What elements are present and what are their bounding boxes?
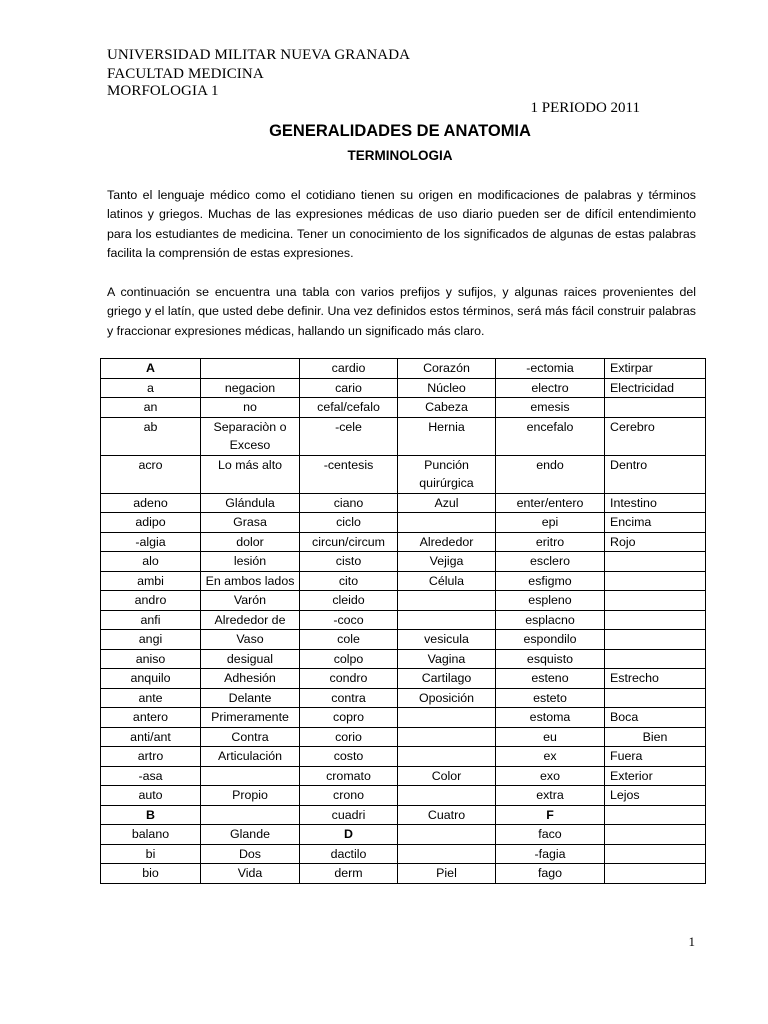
faculty-name: FACULTAD MEDICINA: [107, 66, 264, 82]
table-cell: Vagina: [398, 649, 496, 669]
table-cell: enter/entero: [496, 493, 605, 513]
table-cell: cromato: [300, 766, 398, 786]
table-cell: ante: [101, 688, 201, 708]
table-cell: Boca: [605, 708, 706, 728]
table-cell: Propio: [201, 786, 300, 806]
table-cell: Separaciòn o Exceso: [201, 417, 300, 455]
table-row: [101, 493, 706, 513]
table-cell: Dentro: [605, 455, 706, 493]
table-row: [101, 669, 706, 689]
table-cell: Corazón: [398, 359, 496, 379]
table-cell: cisto: [300, 552, 398, 572]
table-cell: Cartilago: [398, 669, 496, 689]
table-row: [101, 455, 706, 493]
table-cell: artro: [101, 747, 201, 767]
table-cell: Vida: [201, 864, 300, 884]
table-cell: emesis: [496, 398, 605, 418]
table-cell: Vejiga: [398, 552, 496, 572]
table-cell: Glándula: [201, 493, 300, 513]
table-cell: lesión: [201, 552, 300, 572]
table-row: [101, 747, 706, 767]
table-cell: ciclo: [300, 513, 398, 533]
table-cell: [398, 591, 496, 611]
table-cell: [398, 708, 496, 728]
table-cell: endo: [496, 455, 605, 493]
table-cell: -coco: [300, 610, 398, 630]
table-cell: esfigmo: [496, 571, 605, 591]
table-cell: En ambos lados: [201, 571, 300, 591]
table-cell: [201, 359, 300, 379]
table-row: [101, 708, 706, 728]
document-title: GENERALIDADES DE ANATOMIA: [269, 122, 531, 140]
table-cell: circun/circum: [300, 532, 398, 552]
table-cell: ex: [496, 747, 605, 767]
table-row: [101, 786, 706, 806]
table-cell: A: [101, 359, 201, 379]
table-cell: D: [300, 825, 398, 845]
table-cell: [605, 552, 706, 572]
table-cell: Lo más alto: [201, 455, 300, 493]
university-name: UNIVERSIDAD MILITAR NUEVA GRANADA: [107, 47, 411, 63]
table-cell: Oposición: [398, 688, 496, 708]
table-cell: desigual: [201, 649, 300, 669]
table-cell: cole: [300, 630, 398, 650]
table-cell: [605, 805, 706, 825]
table-cell: antero: [101, 708, 201, 728]
table-row: [101, 378, 706, 398]
table-cell: [605, 591, 706, 611]
table-row: [101, 688, 706, 708]
table-cell: Encima: [605, 513, 706, 533]
table-cell: -fagia: [496, 844, 605, 864]
table-cell: aniso: [101, 649, 201, 669]
table-cell: Exterior: [605, 766, 706, 786]
table-cell: epi: [496, 513, 605, 533]
table-cell: Color: [398, 766, 496, 786]
table-cell: Extirpar: [605, 359, 706, 379]
table-cell: -algia: [101, 532, 201, 552]
table-cell: Glande: [201, 825, 300, 845]
table-cell: a: [101, 378, 201, 398]
table-cell: cuadri: [300, 805, 398, 825]
table-cell: vesicula: [398, 630, 496, 650]
table-cell: esteno: [496, 669, 605, 689]
table-cell: copro: [300, 708, 398, 728]
table-cell: ambi: [101, 571, 201, 591]
table-cell: espondilo: [496, 630, 605, 650]
table-cell: espleno: [496, 591, 605, 611]
table-cell: no: [201, 398, 300, 418]
page-number: 1: [688, 934, 695, 949]
table-cell: cleido: [300, 591, 398, 611]
table-cell: esclero: [496, 552, 605, 572]
table-cell: bio: [101, 864, 201, 884]
table-cell: an: [101, 398, 201, 418]
table-row: [101, 610, 706, 630]
intro-paragraph: Tanto el lenguaje médico como el cotidiano tienen su origen en modificaciones de palabras y términos latinos y griegos. Muchas de las expresiones médicas de uso diario pueden ser de difícil entendimiento para los estudiantes de medicina. Tener un conocimiento de los significados de algunas de estas palabras facilita la comprensión de estas expresiones.: [107, 188, 696, 260]
table-cell: [201, 805, 300, 825]
table-cell: extra: [496, 786, 605, 806]
table-row: [101, 552, 706, 572]
table-cell: -centesis: [300, 455, 398, 493]
table-cell: Vaso: [201, 630, 300, 650]
table-cell: [398, 610, 496, 630]
table-cell: esquisto: [496, 649, 605, 669]
table-cell: eritro: [496, 532, 605, 552]
table-cell: [398, 825, 496, 845]
table-cell: Lejos: [605, 786, 706, 806]
table-cell: [398, 513, 496, 533]
table-row: [101, 630, 706, 650]
table-cell: encefalo: [496, 417, 605, 455]
table-cell: [605, 864, 706, 884]
table-cell: Contra: [201, 727, 300, 747]
table-cell: Adhesión: [201, 669, 300, 689]
document-subtitle: TERMINOLOGIA: [347, 148, 453, 163]
table-cell: Bien: [605, 727, 706, 747]
table-cell: [398, 844, 496, 864]
table-cell: [398, 727, 496, 747]
table-cell: [605, 610, 706, 630]
table-cell: eu: [496, 727, 605, 747]
table-cell: [201, 766, 300, 786]
table-cell: angi: [101, 630, 201, 650]
table-cell: balano: [101, 825, 201, 845]
table-cell: exo: [496, 766, 605, 786]
table-cell: anti/ant: [101, 727, 201, 747]
table-cell: faco: [496, 825, 605, 845]
instructions-paragraph: A continuación se encuentra una tabla con varios prefijos y sufijos, y algunas raices provenientes del griego y el latín, que usted debe definir. Una vez definidos estos términos, será más fácil construir palabras y fraccionar expresiones médicas, hallando un significado más claro.: [107, 285, 696, 338]
table-cell: Punción quirúrgica: [398, 455, 496, 493]
table-cell: [398, 786, 496, 806]
table-cell: andro: [101, 591, 201, 611]
table-cell: dactilo: [300, 844, 398, 864]
table-row: [101, 571, 706, 591]
table-cell: Alrededor: [398, 532, 496, 552]
table-cell: Hernia: [398, 417, 496, 455]
terminology-table: [100, 358, 706, 884]
table-cell: Célula: [398, 571, 496, 591]
table-cell: -cele: [300, 417, 398, 455]
table-cell: adipo: [101, 513, 201, 533]
table-cell: Cuatro: [398, 805, 496, 825]
table-cell: B: [101, 805, 201, 825]
table-cell: corio: [300, 727, 398, 747]
table-cell: Alrededor de: [201, 610, 300, 630]
table-cell: esplacno: [496, 610, 605, 630]
table-row: [101, 805, 706, 825]
table-cell: Azul: [398, 493, 496, 513]
table-cell: -ectomia: [496, 359, 605, 379]
table-cell: fago: [496, 864, 605, 884]
table-cell: auto: [101, 786, 201, 806]
table-cell: Varón: [201, 591, 300, 611]
table-row: [101, 417, 706, 455]
table-row: [101, 649, 706, 669]
table-cell: anquilo: [101, 669, 201, 689]
table-cell: [605, 630, 706, 650]
table-row: [101, 844, 706, 864]
table-cell: derm: [300, 864, 398, 884]
table-cell: cario: [300, 378, 398, 398]
table-cell: -asa: [101, 766, 201, 786]
table-cell: [605, 825, 706, 845]
table-row: [101, 766, 706, 786]
table-cell: [605, 844, 706, 864]
table-row: [101, 513, 706, 533]
table-cell: crono: [300, 786, 398, 806]
table-cell: Articulación: [201, 747, 300, 767]
table-cell: contra: [300, 688, 398, 708]
table-cell: ciano: [300, 493, 398, 513]
table-row: [101, 359, 706, 379]
table-cell: acro: [101, 455, 201, 493]
table-cell: anfi: [101, 610, 201, 630]
table-cell: Intestino: [605, 493, 706, 513]
table-cell: esteto: [496, 688, 605, 708]
table-cell: colpo: [300, 649, 398, 669]
table-cell: dolor: [201, 532, 300, 552]
table-cell: Cabeza: [398, 398, 496, 418]
table-cell: [605, 688, 706, 708]
table-cell: [605, 649, 706, 669]
table-cell: Electricidad: [605, 378, 706, 398]
table-row: [101, 825, 706, 845]
table-row: [101, 532, 706, 552]
table-row: [101, 864, 706, 884]
table-cell: condro: [300, 669, 398, 689]
table-cell: Piel: [398, 864, 496, 884]
table-row: [101, 727, 706, 747]
table-cell: Núcleo: [398, 378, 496, 398]
table-cell: alo: [101, 552, 201, 572]
table-cell: F: [496, 805, 605, 825]
table-cell: [605, 398, 706, 418]
table-cell: Dos: [201, 844, 300, 864]
table-cell: negacion: [201, 378, 300, 398]
table-cell: ab: [101, 417, 201, 455]
table-cell: Primeramente: [201, 708, 300, 728]
table-cell: [605, 571, 706, 591]
table-cell: cefal/cefalo: [300, 398, 398, 418]
table-cell: costo: [300, 747, 398, 767]
table-cell: electro: [496, 378, 605, 398]
table-cell: Estrecho: [605, 669, 706, 689]
period-label: 1 PERIODO 2011: [530, 100, 640, 116]
table-cell: cardio: [300, 359, 398, 379]
course-name: MORFOLOGIA 1: [107, 83, 219, 99]
table-cell: Grasa: [201, 513, 300, 533]
table-cell: adeno: [101, 493, 201, 513]
table-cell: cito: [300, 571, 398, 591]
table-row: [101, 398, 706, 418]
table-cell: bi: [101, 844, 201, 864]
terminology-table-body: [101, 359, 706, 884]
table-cell: Fuera: [605, 747, 706, 767]
table-cell: Delante: [201, 688, 300, 708]
table-cell: Cerebro: [605, 417, 706, 455]
table-cell: [398, 747, 496, 767]
table-row: [101, 591, 706, 611]
table-cell: estoma: [496, 708, 605, 728]
table-cell: Rojo: [605, 532, 706, 552]
